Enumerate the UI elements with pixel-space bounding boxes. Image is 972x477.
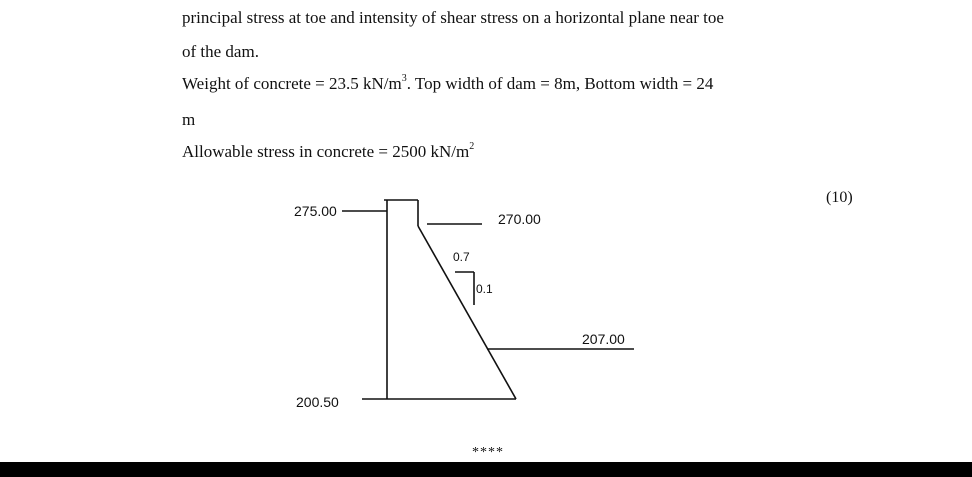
question-text-line-4: m xyxy=(182,110,196,129)
unit-exponent: 3 xyxy=(401,73,407,85)
upstream-water-level-label: 270.00 xyxy=(498,211,541,227)
top-level-label: 275.00 xyxy=(294,203,337,219)
end-of-question-marker: **** xyxy=(472,445,504,460)
dam-width-text: . Top width of dam = 8m, Bottom width = 24 xyxy=(406,74,714,93)
base-level-label: 200.50 xyxy=(296,394,339,410)
allowable-stress-text: Allowable stress in concrete = 2500 kN/m xyxy=(182,142,470,161)
question-text-line-2: of the dam. xyxy=(182,42,259,61)
concrete-weight-text: Weight of concrete = 23.5 kN/m xyxy=(182,74,402,93)
marks-label: (10) xyxy=(826,189,853,206)
slope-vertical-label: 0.1 xyxy=(476,282,493,296)
downstream-water-level-label: 207.00 xyxy=(582,331,625,347)
unit-exponent: 2 xyxy=(469,141,475,153)
slope-horizontal-label: 0.7 xyxy=(453,250,470,264)
bottom-black-bar xyxy=(0,462,972,477)
question-text-line-1: principal stress at toe and intensity of shear stress on a horizontal plane near toe xyxy=(182,8,724,27)
